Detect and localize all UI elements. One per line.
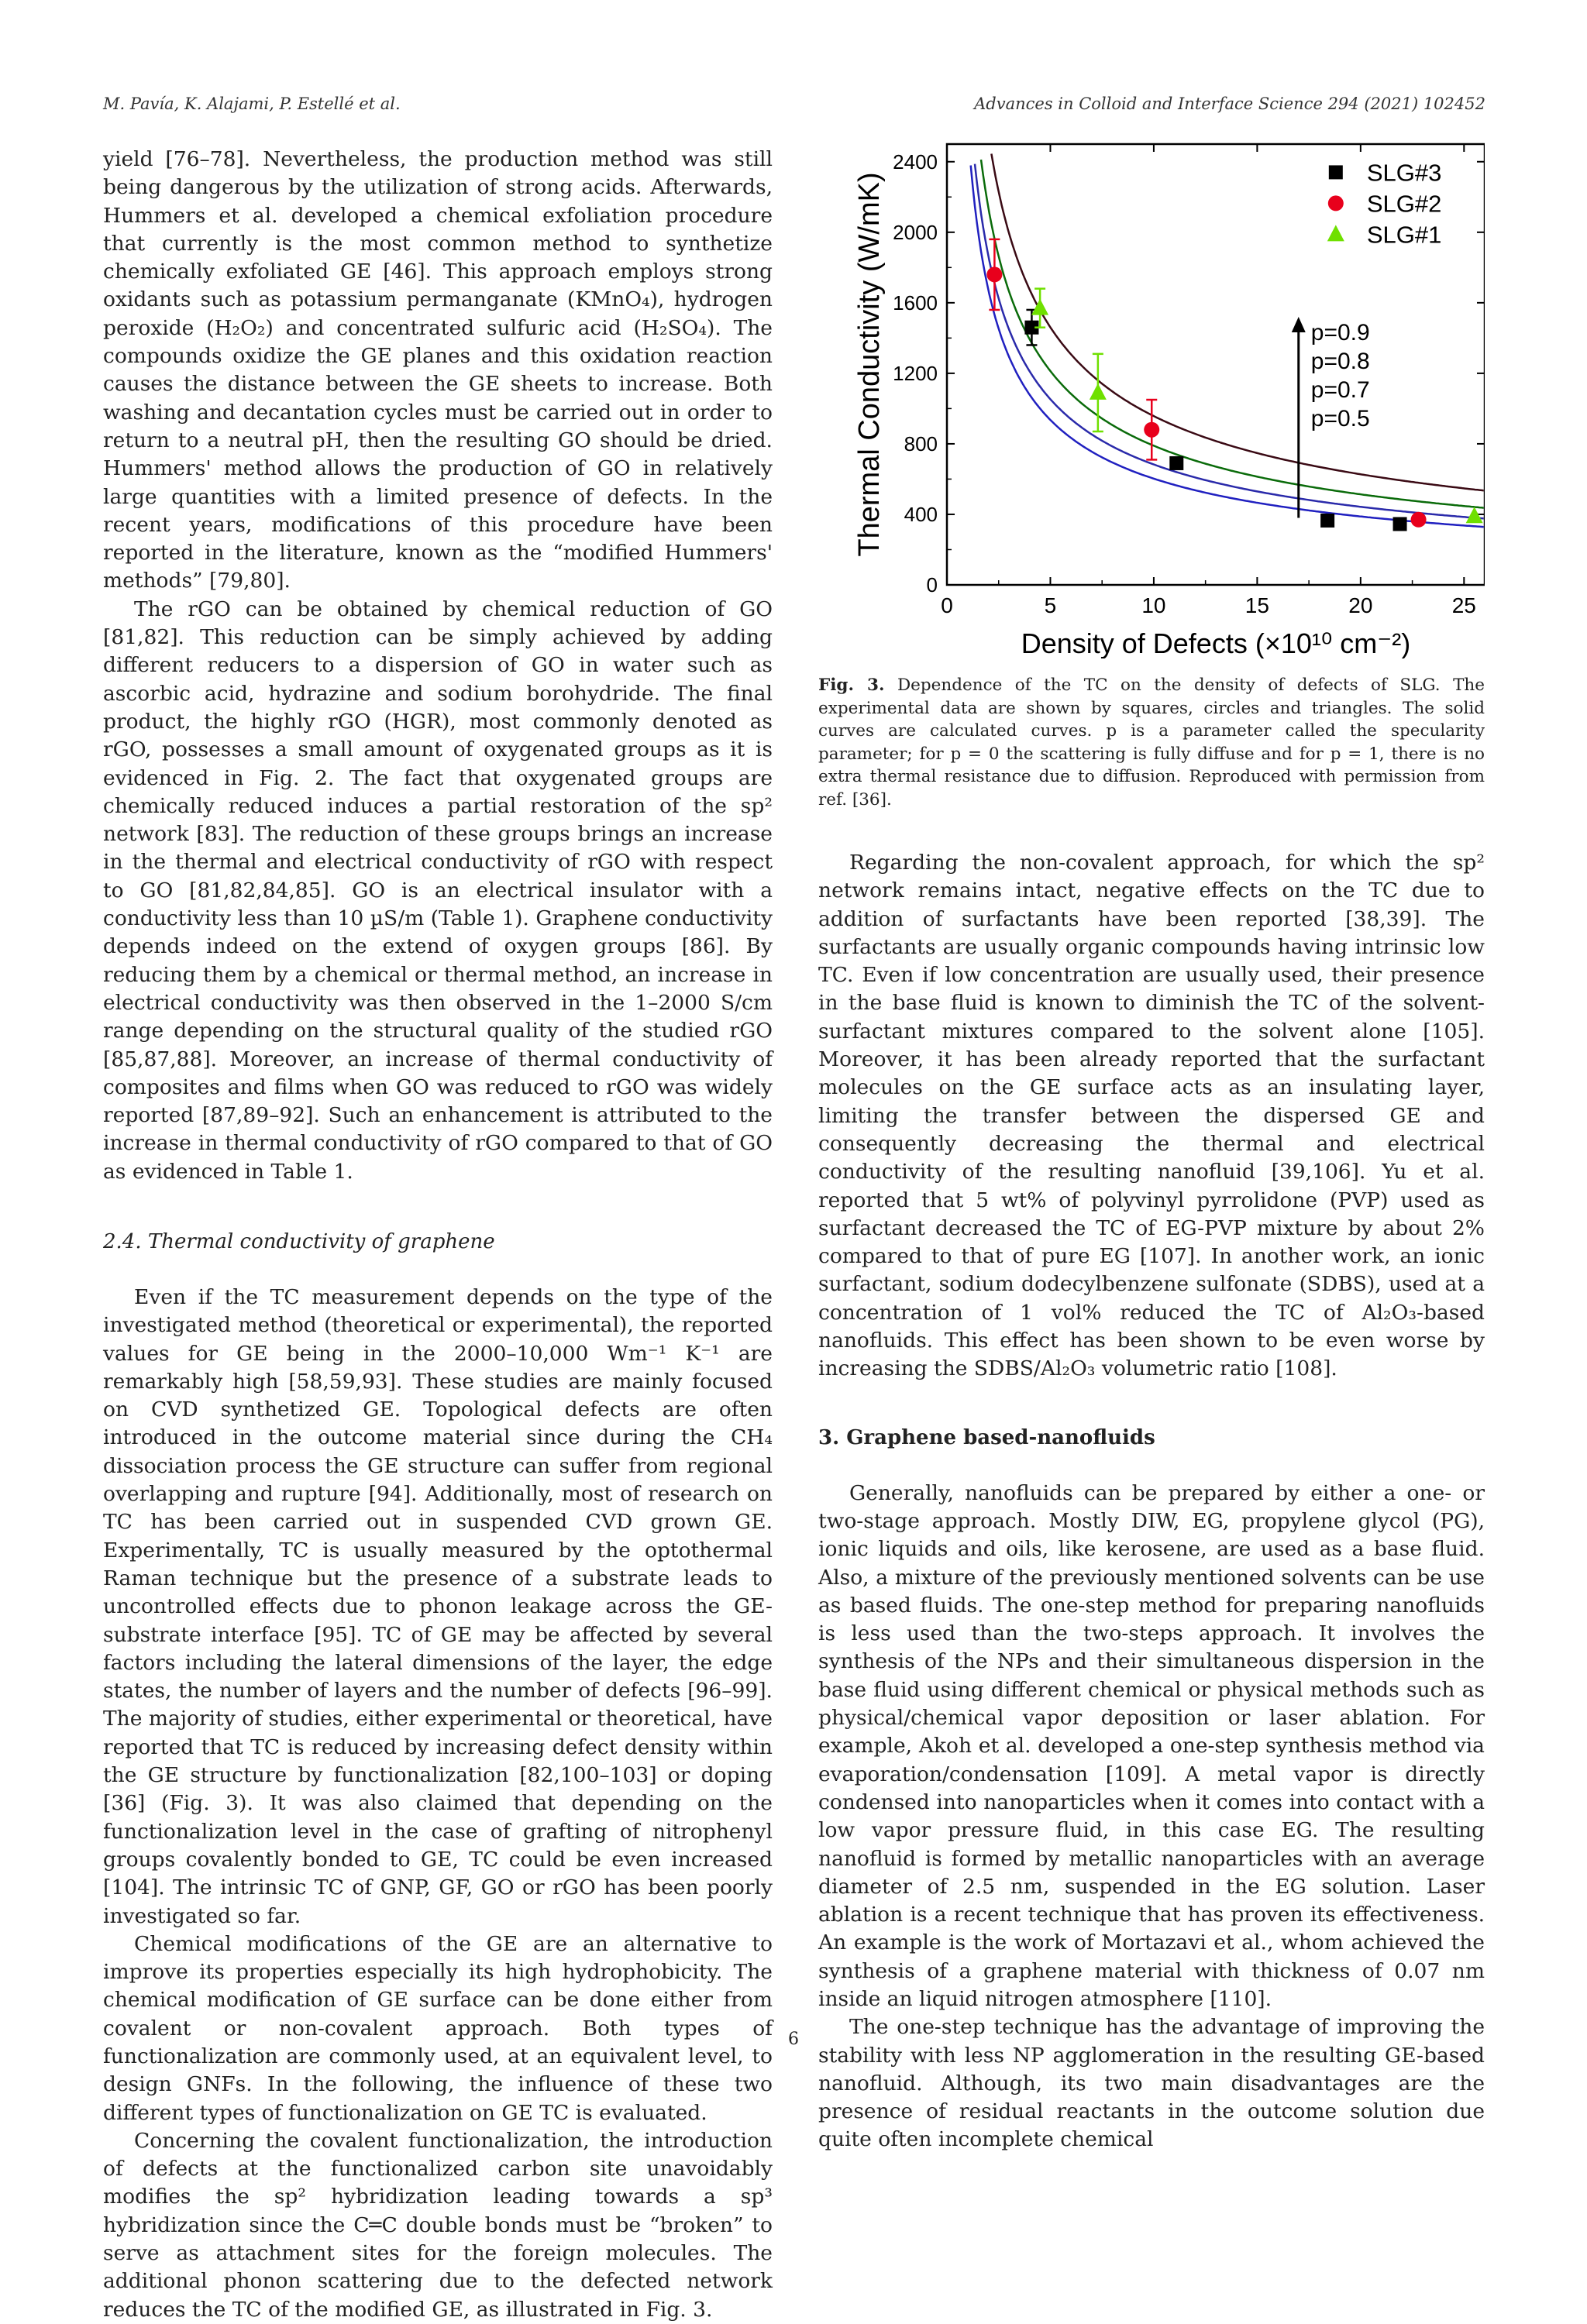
- paragraph: Chemical modifications of the GE are an alternative to improve its properties especially its high hydrophobicity. The chemical modification of GE surface can be done either from covalent or non-covalent approach. Both types of functionalization are commonly used, at an equivalent level, to design GNFs. In the following, the influence of these two different types of functionalization on GE TC is evaluated.: [103, 1931, 773, 2125]
- y-tick-label: 400: [904, 502, 938, 526]
- paragraph: The rGO can be obtained by chemical reduction of GO [81,82]. This reduction can be simply achieved by adding different reducers to a dispersion of GO in water such as ascorbic acid, hydrazine and sodium borohydride. The final product, the highly rGO (HGR), most commonly denoted as rGO, possesses a small amount of oxygenated groups as it is evidenced in Fig. 2. The fact that oxygenated groups are chemically reduced induces a partial restoration of the sp² network [83]. The reduction of these groups brings an increase in the thermal and electrical conductivity of rGO with respect to GO [81,82,84,85]. GO is an electrical insulator with a conductivity less than 10 µS/m (Table 1). Graphene conductivity depends indeed on the extend of oxygen groups [86]. By reducing them by a chemical or thermal method, an increase in electrical conductivity was then observed in the 1–2000 S/cm range depending on the structural quality of the studied rGO [85,87,88]. Moreover, an increase of thermal conductivity of composites and films when GO was reduced to rGO was widely reported [87,89–92]. Such an enhancement is attributed to the increase in thermal conductivity of rGO compared to that of GO as evidenced in Table 1.: [103, 596, 773, 1184]
- x-tick-label: 25: [1451, 593, 1476, 617]
- data-point-circle: [1411, 512, 1427, 528]
- x-tick-label: 0: [941, 593, 953, 617]
- data-point-square: [1320, 514, 1334, 528]
- running-header-journal: Advances in Colloid and Interface Science 294 (2021) 102452: [974, 95, 1485, 113]
- paragraph: Regarding the non-covalent approach, for which the sp² network remains intact, negative effects on the TC due to addition of surfactants have been reported [38,39]. The surfactants are usually organic compounds having intrinsic low TC. Even if low concentration are usually used, their presence in the base fluid is known to diminish the TC of the solvent-surfactant mixtures compared to the solvent alone [105]. Moreover, it has been already reported that the surfactant molecules on the GE surface acts as an insulating layer, limiting the transfer between the dispersed GE and consequently decreasing the thermal and electrical conductivity of the resulting nanofluid [39,106]. Yu et al. reported that 5 wt% of polyvinyl pyrrolidone (PVP) used as surfactant decreased the TC of EG-PVP mixture by about 2% compared to that of pure EG [107]. In another work, an ionic surfactant, sodium dodecylbenzene sulfonate (SDBS), used at a concentration of 1 vol% reduced the TC of Al₂O₃-based nanofluids. This effect has been shown to be even worse by increasing the SDBS/Al₂O₃ volumetric ratio [108].: [818, 851, 1485, 1381]
- paragraph: Generally, nanofluids can be prepared by either a one- or two-stage approach. Mostly DIW, EG, propylene glycol (PG), ionic liquids and oils, like kerosene, are used as a base fluid. Also, a mixture of the previously mentioned solvents can be use as based fluids. The one-step method for preparing nanofluids is less used than the two-steps approach. It involves the synthesis of the NPs and their simultaneous dispersion in the base fluid using different chemical or physical methods such as physical/chemical vapor deposition or laser ablation. For example, Akoh et al. developed a one-step synthesis method via evaporation/condensation [109]. A metal vapor is directly condensed into nanoparticles when it comes into contact with a low vapor pressure fluid, in this case EG. The resulting nanofluid is formed by metallic nanoparticles with an average diameter of 2.5 nm, suspended in the EG solution. Laser ablation is a recent technique that has proven its effectiveness. An example is the work of Mortazavi et al., whom achieved the synthesis of a graphene material with thickness of 0.07 nm inside an liquid nitrogen atmosphere [110].: [818, 1480, 1485, 2011]
- running-header-authors: M. Pavía, K. Alajami, P. Estellé et al.: [103, 95, 401, 113]
- left-column: [103, 146, 773, 2324]
- data-point-circle: [1144, 422, 1159, 438]
- curve-annotation: p=0.7: [1310, 377, 1370, 404]
- paragraph: Concerning the covalent functionalization, the introduction of defects at the functionalized carbon site unavoidably modifies the sp² hybridization leading towards a sp³ hybridization since the C═C double bonds must be “broken” to serve as attachment sites for the foreign molecules. The additional phonon scattering due to the defected network reduces the TC of the modified GE, as illustrated in Fig. 3.: [103, 2128, 773, 2322]
- legend-marker: [1327, 225, 1344, 241]
- curve-annotation: p=0.5: [1310, 406, 1370, 432]
- y-tick-label: 800: [904, 431, 938, 456]
- arrow-head: [1292, 317, 1306, 332]
- paragraph: The one-step technique has the advantage of improving the stability with less NP agglomeration in the resulting GE-based nanofluid. Although, its two main disadvantages are the presence of residual reactants in the outcome solution due quite often incomplete chemical: [818, 2015, 1485, 2152]
- y-tick-label: 1600: [893, 290, 938, 315]
- data-point-square: [1393, 517, 1407, 531]
- legend-label: SLG#3: [1366, 159, 1442, 187]
- subsection-heading: 2.4. Thermal conductivity of graphene: [103, 1229, 495, 1253]
- right-column: [818, 849, 1485, 2154]
- page-number: 6: [788, 2030, 799, 2049]
- x-tick-label: 20: [1348, 593, 1373, 617]
- figure-3: [818, 132, 1485, 658]
- fit-curve: [971, 166, 1484, 528]
- data-point-circle: [986, 266, 1002, 282]
- figure-caption: [818, 674, 1485, 811]
- data-point-triangle: [1031, 299, 1048, 315]
- section-heading: 3. Graphene based-nanofluids: [818, 1425, 1155, 1449]
- y-tick-label: 2000: [893, 220, 938, 244]
- data-point-square: [1169, 456, 1183, 470]
- caption-text: Dependence of the TC on the density of defects of SLG. The experimental data are shown by squares, circles and triangles. The solid curves are calculated curves. p is a parameter called the specularity parameter; for p = 0 the scattering is fully diffuse and for p = 1, there is no extra thermal resistance due to diffusion. Reproduced with permission from ref. [36].: [818, 676, 1485, 810]
- y-tick-label: 2400: [893, 150, 938, 174]
- legend-marker: [1328, 195, 1344, 211]
- paragraph: yield [76–78]. Nevertheless, the production method was still being dangerous by the utilization of strong acids. Afterwards, Hummers et al. developed a chemical exfoliation procedure that currently is the most common method to synthetize chemically exfoliated GE [46]. This approach employs strong oxidants such as potassium permanganate (KMnO₄), hydrogen peroxide (H₂O₂) and concentrated sulfuric acid (H₂SO₄). The compounds oxidize the GE planes and this oxidation reaction causes the distance between the GE sheets to increase. Both washing and decantation cycles must be carried out in order to return to a neutral pH, then the resulting GO should be dried. Hummers' method allows the production of GO in relatively large quantities with a limited presence of defects. In the recent years, modifications of this procedure have been reported in the literature, known as the “modified Hummers' methods” [79,80].: [103, 147, 773, 593]
- y-tick-label: 0: [926, 573, 938, 596]
- y-axis-label: Thermal Conductivity (W/mK): [853, 172, 886, 557]
- x-tick-label: 10: [1141, 593, 1166, 617]
- paragraph: Even if the TC measurement depends on the type of the investigated method (theoretical or experimental), the reported values for GE being in the 2000–10,000 Wm⁻¹ K⁻¹ are remarkably high [58,59,93]. These studies are mainly focused on CVD synthetized GE. Topological defects are often introduced in the outcome material since during the CH₄ dissociation process the GE structure can suffer from regional overlapping and rupture [94]. Additionally, most of research on TC has been carried out in suspended CVD grown GE. Experimentally, TC is usually measured by the optothermal Raman technique but the presence of a substrate leads to uncontrolled effects due to phonon leakage across the GE-substrate interface [95]. TC of GE may be affected by several factors including the lateral dimensions of the layer, the edge states, the number of layers and the number of defects [96–99]. The majority of studies, either experimental or theoretical, have reported that TC is reduced by increasing defect density within the GE structure by functionalization [82,100–103] or doping [36] (Fig. 3). It was also claimed that depending on the functionalization level in the case of grafting of nitrophenyl groups covalently bonded to GE, TC could be even increased [104]. The intrinsic TC of GNP, GF, GO or rGO has been poorly investigated so far.: [103, 1284, 773, 1928]
- curve-annotation: p=0.9: [1310, 320, 1370, 346]
- x-tick-label: 5: [1044, 593, 1057, 617]
- legend-label: SLG#2: [1366, 190, 1442, 218]
- legend-marker: [1329, 165, 1343, 179]
- y-tick-label: 1200: [893, 361, 938, 385]
- legend-label: SLG#1: [1366, 221, 1442, 249]
- x-tick-label: 15: [1244, 593, 1269, 617]
- caption-label: Fig. 3.: [818, 676, 885, 695]
- tc-vs-defects-chart: [818, 132, 1485, 658]
- curve-annotation: p=0.8: [1310, 349, 1370, 375]
- x-axis-label: Density of Defects (×10¹⁰ cm⁻²): [1021, 627, 1411, 658]
